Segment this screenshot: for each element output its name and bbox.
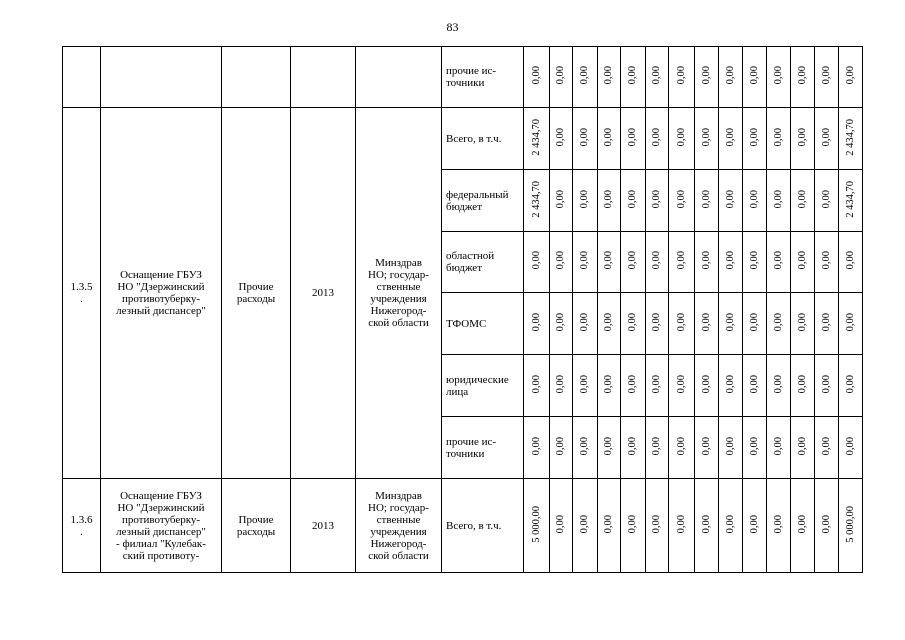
value-cell: [767, 417, 791, 479]
value-cell: [550, 355, 573, 417]
value-cell: [573, 232, 598, 293]
value-text: 0,00: [579, 436, 590, 456]
value-text: 0,00: [700, 374, 712, 394]
value-text: 0,00: [820, 189, 832, 209]
value-cell: [669, 293, 695, 355]
budget-table: [62, 46, 863, 573]
value-text: 0,00: [627, 189, 638, 209]
value-text: 0,00: [675, 514, 687, 534]
value-cell: [695, 108, 719, 170]
value-text: 2 434,70: [844, 180, 856, 218]
value-text: 0,00: [627, 436, 638, 456]
value-cell: [695, 170, 719, 232]
value-cell: [573, 47, 598, 108]
value-text: 0,00: [724, 127, 736, 147]
value-text: 0,00: [700, 127, 712, 147]
value-cell: [767, 108, 791, 170]
item-year: 2013: [291, 479, 356, 573]
value-cell: [815, 479, 839, 573]
value-text: 0,00: [603, 66, 614, 85]
value-cell: [669, 232, 695, 293]
value-text: 0,00: [627, 312, 638, 332]
funding-source: ТФОМС: [442, 293, 524, 355]
value-text: 0,00: [651, 374, 662, 394]
value-text: 0,00: [700, 66, 712, 85]
value-text: 0,00: [796, 66, 808, 85]
empty-cell: [63, 47, 101, 108]
value-text: 0,00: [772, 189, 784, 209]
value-text: 0,00: [772, 251, 784, 270]
value-cell: [791, 355, 815, 417]
value-text: 0,00: [579, 66, 590, 85]
value-text: 0,00: [555, 436, 566, 456]
value-cell: [524, 479, 550, 573]
value-cell: [743, 293, 767, 355]
funding-source: прочие ис- точники: [442, 417, 524, 479]
value-cell: [573, 479, 598, 573]
value-text: 0,00: [724, 514, 736, 534]
value-text: 0,00: [555, 251, 566, 270]
value-cell: [669, 170, 695, 232]
value-cell: [791, 170, 815, 232]
value-text: 0,00: [700, 312, 712, 332]
value-text: 0,00: [603, 251, 614, 270]
value-cell: [646, 170, 669, 232]
value-text: 0,00: [675, 312, 687, 332]
value-cell: [719, 479, 743, 573]
value-text: 0,00: [603, 312, 614, 332]
value-cell: [524, 47, 550, 108]
value-text: 0,00: [627, 374, 638, 394]
value-cell: [767, 293, 791, 355]
value-text: 0,00: [651, 251, 662, 270]
value-text: 0,00: [555, 312, 566, 332]
value-cell: [669, 417, 695, 479]
value-text: 0,00: [772, 312, 784, 332]
value-cell: [815, 47, 839, 108]
value-cell: [695, 355, 719, 417]
value-text: 0,00: [530, 66, 542, 85]
value-text: 0,00: [530, 374, 542, 394]
value-text: 0,00: [651, 189, 662, 209]
value-cell: [743, 355, 767, 417]
value-cell: [598, 355, 621, 417]
value-cell: [621, 417, 646, 479]
value-cell: [598, 417, 621, 479]
value-cell: [646, 108, 669, 170]
table-row: [63, 479, 863, 573]
value-cell: [646, 417, 669, 479]
value-cell: [719, 293, 743, 355]
value-text: 0,00: [796, 127, 808, 147]
value-cell: [743, 417, 767, 479]
value-text: 0,00: [530, 251, 542, 270]
value-cell: [815, 355, 839, 417]
value-text: 0,00: [627, 66, 638, 85]
value-cell: [695, 417, 719, 479]
value-cell: [719, 170, 743, 232]
value-cell: [550, 47, 573, 108]
value-cell: [573, 108, 598, 170]
value-cell: [719, 355, 743, 417]
item-name: Оснащение ГБУЗ НО "Дзержинский противотуберку- лезный диспансер": [101, 108, 222, 479]
value-text: 2 434,70: [530, 118, 542, 156]
value-cell: [550, 479, 573, 573]
value-cell: [743, 170, 767, 232]
value-text: 0,00: [724, 251, 736, 270]
value-text: 0,00: [627, 127, 638, 147]
value-cell: [646, 479, 669, 573]
value-text: 0,00: [820, 127, 832, 147]
value-text: 0,00: [651, 66, 662, 85]
value-text: 0,00: [748, 66, 760, 85]
value-text: 0,00: [820, 436, 832, 456]
table-row: [63, 47, 863, 108]
value-cell: [598, 232, 621, 293]
value-text: 0,00: [700, 514, 712, 534]
expense-type: Прочие расходы: [222, 108, 291, 479]
value-cell: [621, 232, 646, 293]
value-text: 0,00: [651, 436, 662, 456]
value-text: 0,00: [844, 251, 856, 270]
executor: Минздрав НО; государ- ственные учреждения Нижегород- ской области: [356, 108, 442, 479]
value-text: 0,00: [579, 374, 590, 394]
value-text: 0,00: [844, 374, 856, 394]
value-text: 0,00: [724, 436, 736, 456]
value-text: 0,00: [748, 312, 760, 332]
value-cell: [743, 479, 767, 573]
value-cell: [621, 47, 646, 108]
value-cell: [598, 479, 621, 573]
value-cell: [791, 47, 815, 108]
value-text: 5 000,00: [844, 505, 856, 543]
value-text: 0,00: [579, 312, 590, 332]
value-cell: [815, 417, 839, 479]
value-cell: [839, 232, 863, 293]
value-text: 0,00: [700, 251, 712, 270]
value-cell: [621, 293, 646, 355]
value-text: 0,00: [579, 251, 590, 270]
value-text: 0,00: [555, 127, 566, 147]
value-cell: [767, 47, 791, 108]
value-text: 0,00: [555, 374, 566, 394]
value-text: 0,00: [772, 436, 784, 456]
executor: Минздрав НО; государ- ственные учреждения Нижегород- ской области: [356, 479, 442, 573]
item-name: Оснащение ГБУЗ НО "Дзержинский противотуберку- лезный диспансер" - филиал "Кулебак- ский противоту-: [101, 479, 222, 573]
value-cell: [573, 170, 598, 232]
value-text: 0,00: [844, 66, 856, 85]
value-cell: [743, 47, 767, 108]
value-cell: [669, 479, 695, 573]
funding-source: федеральный бюджет: [442, 170, 524, 232]
value-text: 0,00: [579, 514, 590, 534]
value-cell: [695, 479, 719, 573]
value-cell: [695, 293, 719, 355]
value-text: 0,00: [724, 374, 736, 394]
value-cell: [524, 355, 550, 417]
value-text: 0,00: [603, 436, 614, 456]
funding-source: прочие ис- точники: [442, 47, 524, 108]
value-cell: [598, 293, 621, 355]
value-cell: [815, 170, 839, 232]
value-text: 0,00: [796, 436, 808, 456]
value-text: 0,00: [772, 66, 784, 85]
value-text: 0,00: [772, 374, 784, 394]
value-text: 0,00: [844, 312, 856, 332]
value-cell: [524, 293, 550, 355]
value-cell: [791, 479, 815, 573]
value-cell: [743, 108, 767, 170]
value-text: 0,00: [651, 127, 662, 147]
value-cell: [815, 232, 839, 293]
value-cell: [669, 47, 695, 108]
value-text: 0,00: [675, 436, 687, 456]
value-cell: [719, 232, 743, 293]
value-text: 0,00: [724, 312, 736, 332]
value-cell: [791, 293, 815, 355]
value-cell: [598, 47, 621, 108]
value-cell: [695, 47, 719, 108]
expense-type: Прочие расходы: [222, 479, 291, 573]
funding-source: Всего, в т.ч.: [442, 479, 524, 573]
value-text: 0,00: [603, 189, 614, 209]
value-text: 0,00: [603, 514, 614, 534]
value-text: 0,00: [724, 189, 736, 209]
value-text: 0,00: [651, 514, 662, 534]
value-text: 0,00: [796, 374, 808, 394]
value-text: 0,00: [820, 66, 832, 85]
value-text: 0,00: [530, 436, 542, 456]
value-cell: [598, 108, 621, 170]
value-cell: [839, 170, 863, 232]
value-text: 0,00: [748, 436, 760, 456]
value-cell: [695, 232, 719, 293]
value-cell: [621, 108, 646, 170]
value-cell: [839, 47, 863, 108]
value-cell: [839, 479, 863, 573]
value-text: 0,00: [820, 312, 832, 332]
value-cell: [550, 170, 573, 232]
item-number: 1.3.6 .: [63, 479, 101, 573]
value-cell: [839, 108, 863, 170]
value-text: 0,00: [555, 189, 566, 209]
value-text: 0,00: [555, 66, 566, 85]
value-text: 0,00: [844, 436, 856, 456]
value-cell: [815, 293, 839, 355]
value-cell: [598, 170, 621, 232]
value-text: 0,00: [748, 251, 760, 270]
value-text: 0,00: [748, 374, 760, 394]
value-cell: [743, 232, 767, 293]
empty-cell: [356, 47, 442, 108]
value-text: 0,00: [627, 251, 638, 270]
item-year: 2013: [291, 108, 356, 479]
value-cell: [524, 108, 550, 170]
value-text: 0,00: [700, 436, 712, 456]
value-text: 2 434,70: [844, 118, 856, 156]
value-text: 0,00: [796, 189, 808, 209]
empty-cell: [101, 47, 222, 108]
value-text: 0,00: [603, 374, 614, 394]
value-text: 0,00: [748, 189, 760, 209]
value-cell: [719, 108, 743, 170]
value-text: 0,00: [555, 514, 566, 534]
value-text: 0,00: [700, 189, 712, 209]
value-cell: [669, 355, 695, 417]
value-cell: [550, 232, 573, 293]
value-cell: [791, 417, 815, 479]
value-cell: [669, 108, 695, 170]
empty-cell: [291, 47, 356, 108]
value-text: 0,00: [675, 189, 687, 209]
value-cell: [524, 232, 550, 293]
value-text: 2 434,70: [530, 180, 542, 218]
value-text: 0,00: [772, 127, 784, 147]
funding-source: Всего, в т.ч.: [442, 108, 524, 170]
value-cell: [839, 293, 863, 355]
value-text: 0,00: [820, 514, 832, 534]
value-cell: [573, 293, 598, 355]
value-text: 0,00: [724, 66, 736, 85]
value-text: 0,00: [579, 189, 590, 209]
value-cell: [719, 417, 743, 479]
value-text: 0,00: [675, 251, 687, 270]
value-cell: [839, 355, 863, 417]
value-text: 0,00: [796, 514, 808, 534]
empty-cell: [222, 47, 291, 108]
value-text: 5 000,00: [530, 505, 542, 543]
value-cell: [719, 47, 743, 108]
value-cell: [767, 170, 791, 232]
value-cell: [767, 479, 791, 573]
value-cell: [646, 293, 669, 355]
value-text: 0,00: [530, 312, 542, 332]
value-cell: [573, 355, 598, 417]
value-cell: [791, 232, 815, 293]
value-text: 0,00: [820, 251, 832, 270]
value-text: 0,00: [627, 514, 638, 534]
value-text: 0,00: [675, 374, 687, 394]
value-cell: [524, 417, 550, 479]
value-text: 0,00: [796, 251, 808, 270]
value-cell: [791, 108, 815, 170]
value-text: 0,00: [820, 374, 832, 394]
value-text: 0,00: [579, 127, 590, 147]
page-number: 83: [446, 20, 459, 34]
item-number: 1.3.5 .: [63, 108, 101, 479]
value-cell: [524, 170, 550, 232]
value-cell: [646, 355, 669, 417]
value-cell: [550, 417, 573, 479]
value-cell: [573, 417, 598, 479]
value-text: 0,00: [675, 127, 687, 147]
value-text: 0,00: [796, 312, 808, 332]
value-cell: [621, 479, 646, 573]
value-text: 0,00: [675, 66, 687, 85]
value-cell: [646, 47, 669, 108]
value-cell: [550, 108, 573, 170]
value-cell: [621, 170, 646, 232]
value-cell: [646, 232, 669, 293]
table-row: [63, 108, 863, 170]
value-text: 0,00: [772, 514, 784, 534]
value-cell: [621, 355, 646, 417]
value-cell: [550, 293, 573, 355]
value-cell: [839, 417, 863, 479]
value-text: 0,00: [603, 127, 614, 147]
value-cell: [767, 355, 791, 417]
value-cell: [767, 232, 791, 293]
funding-source: областной бюджет: [442, 232, 524, 293]
value-cell: [815, 108, 839, 170]
funding-source: юридические лица: [442, 355, 524, 417]
value-text: 0,00: [748, 514, 760, 534]
value-text: 0,00: [748, 127, 760, 147]
value-text: 0,00: [651, 312, 662, 332]
